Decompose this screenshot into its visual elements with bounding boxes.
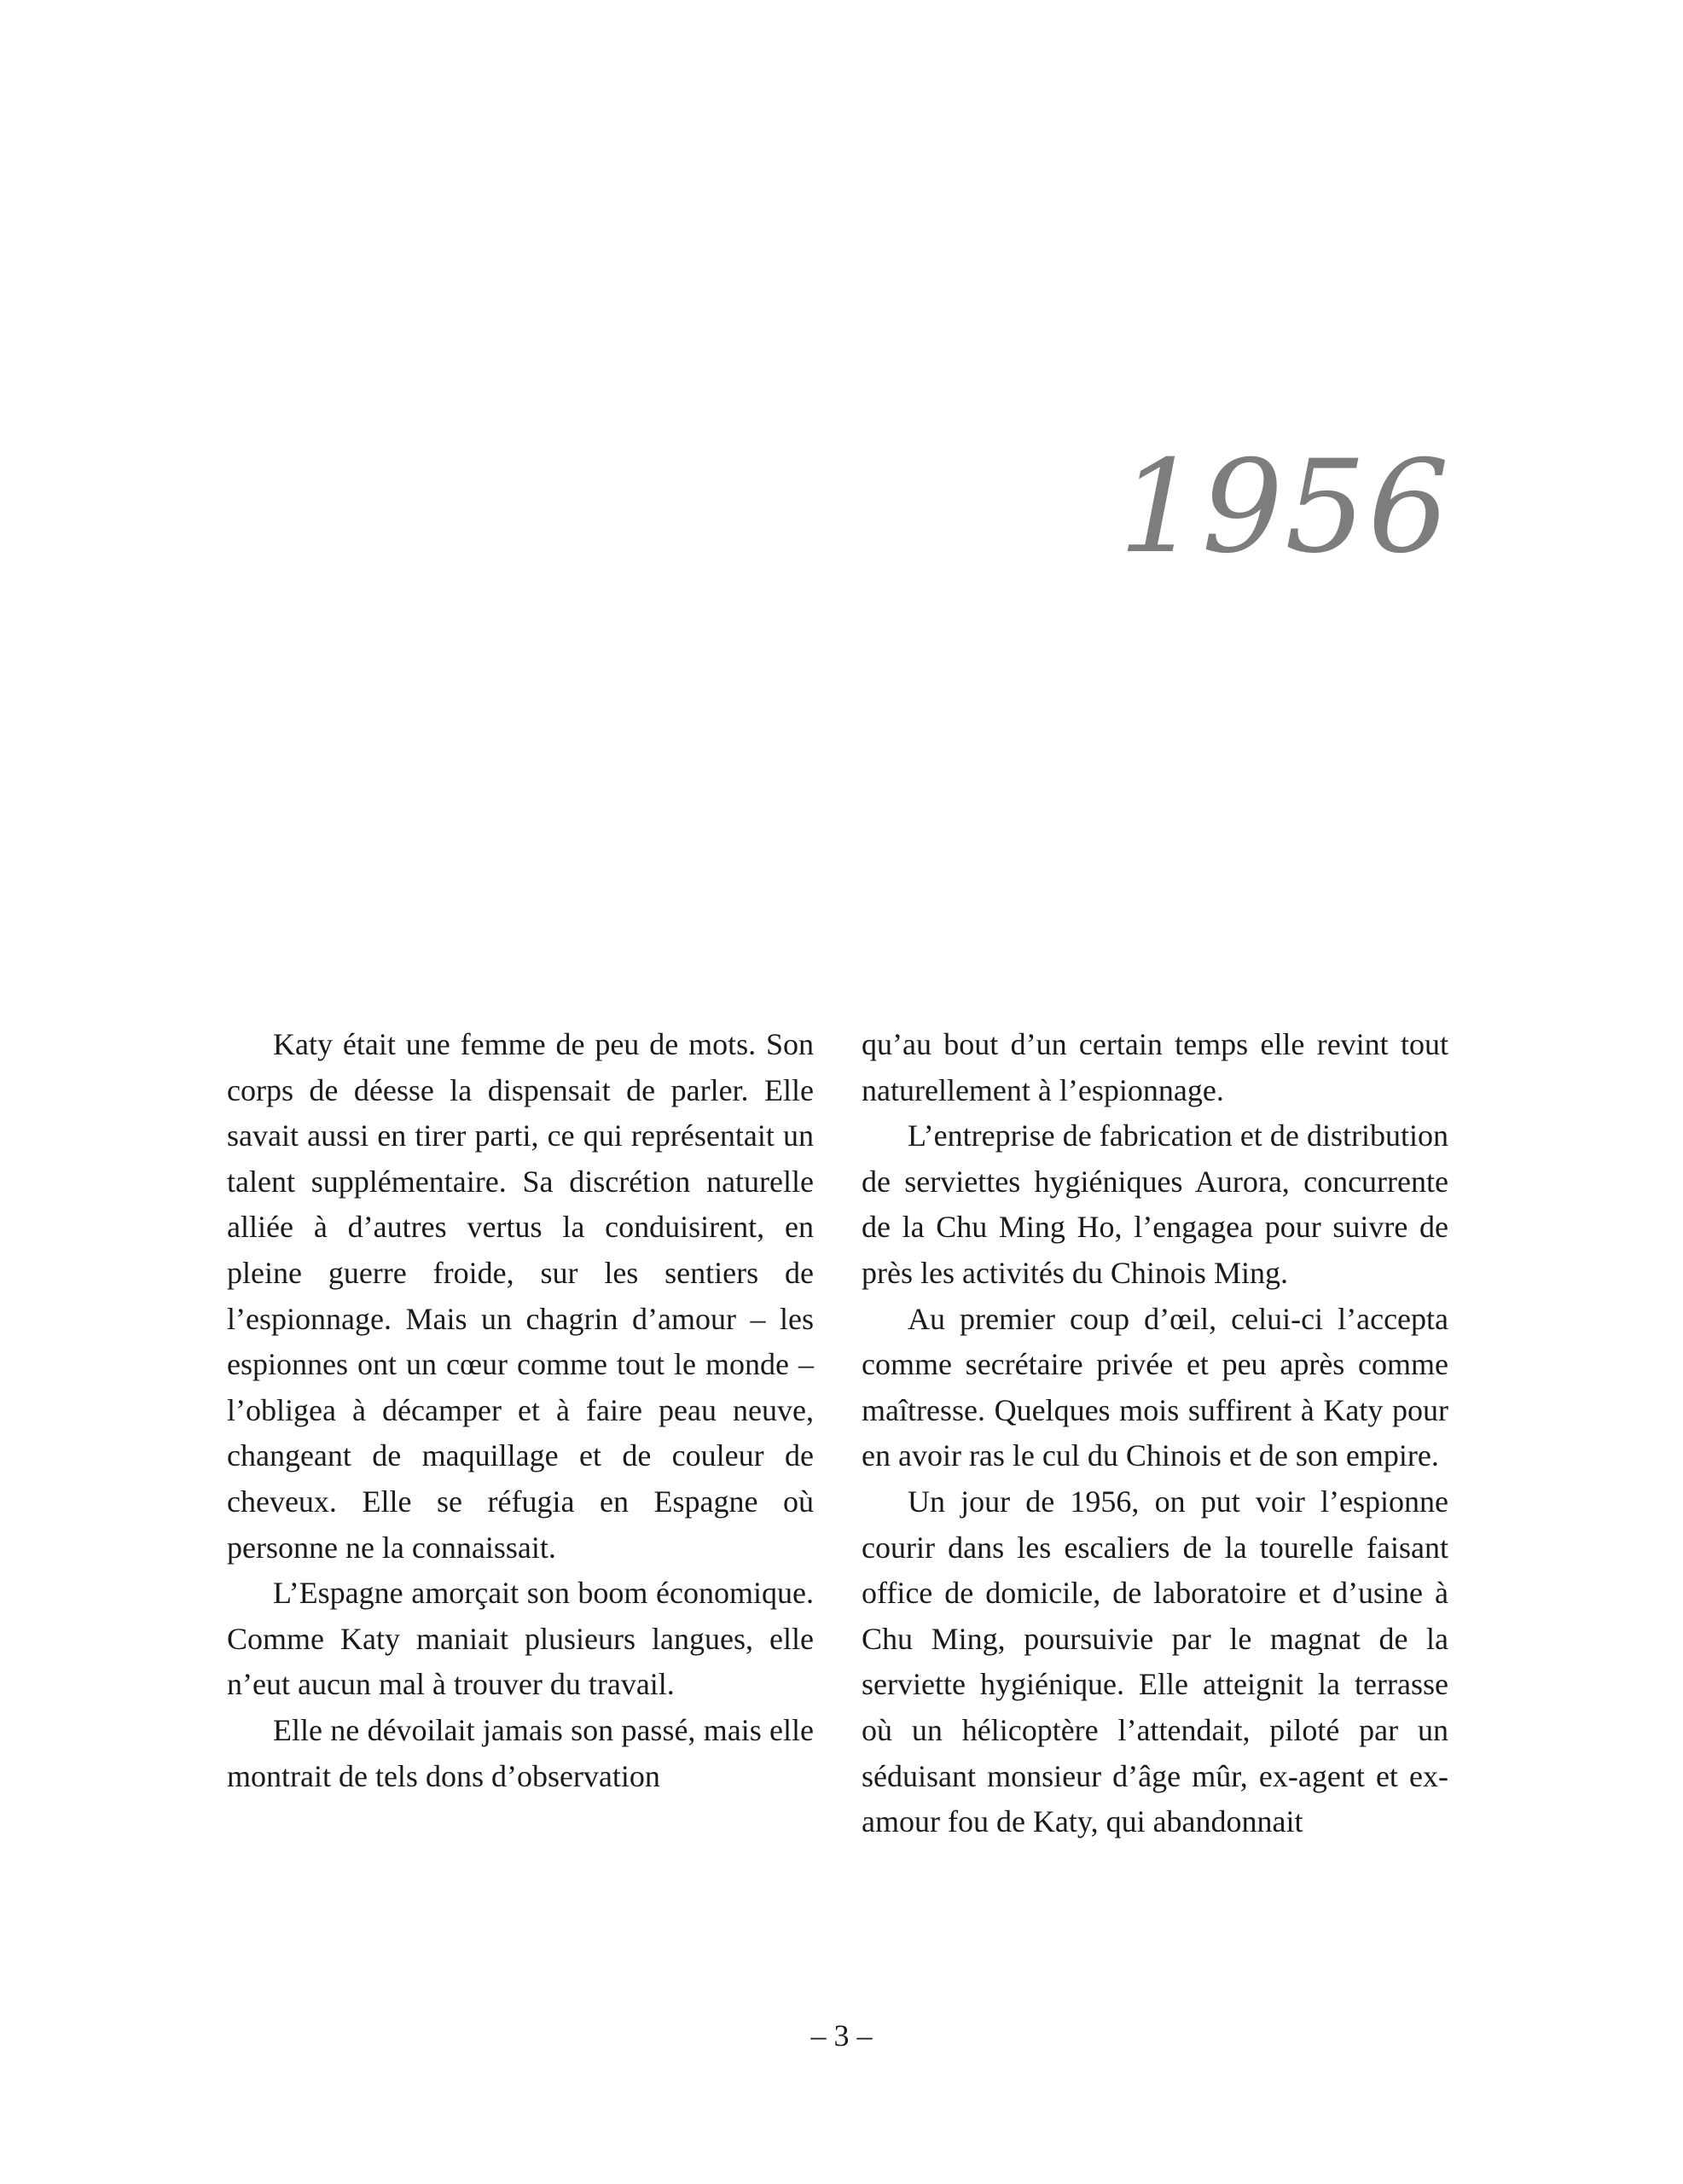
paragraph-continued: qu’au bout d’un certain temps elle revint tout naturellement à l’espionnage. <box>862 1027 1448 1107</box>
paragraph: L’entreprise de fabrication et de distribution de serviettes hygiéniques Aurora, concurrente de la Chu Ming Ho, l’engagea pour suivre de près les activités du Chinois Ming. <box>862 1118 1448 1290</box>
chapter-title: 1956 <box>1118 433 1451 582</box>
paragraph: Au premier coup d’œil, celui-ci l’accepta comme secrétaire privée et peu après comme maîtresse. Quelques mois suffirent à Katy pour en avoir ras le cul du Chinois et de son empire. <box>862 1301 1448 1473</box>
paragraph: Katy était une femme de peu de mots. Son corps de déesse la dispensait de parler. Elle savait aussi en tirer parti, ce qui représentait un talent supplémentaire. Sa discrétion naturelle alliée à d’autres vertus la conduisirent, en pleine guerre froide, sur les sentiers de l’espionnage. Mais un chagrin d’amour – les espionnes ont un cœur comme tout le monde – l’obligea à décamper et à faire peau neuve, changeant de maquillage et de couleur de cheveux. Elle se réfugia en Espagne où personne ne la connaissait. <box>227 1027 814 1565</box>
left-text-column <box>227 1022 814 1799</box>
right-text-column <box>862 1022 1448 1845</box>
paragraph: L’Espagne amorçait son boom économique. Comme Katy maniait plusieurs langues, elle n’eut aucun mal à trouver du travail. <box>227 1576 814 1702</box>
paragraph: Elle ne dévoilait jamais son passé, mais elle montrait de tels dons d’observation <box>227 1712 814 1793</box>
paragraph: Un jour de 1956, on put voir l’espionne courir dans les escaliers de la tourelle faisant office de domicile, de laboratoire et d’usine à Chu Ming, poursuivie par le magnat de la serviette hygiénique. Elle atteignit la terrasse où un hélicoptère l’attendait, piloté par un séduisant monsieur d’âge mûr, ex-agent et ex-amour fou de Katy, qui abandonnait <box>862 1484 1448 1839</box>
page-number: – 3 – <box>810 2018 873 2053</box>
